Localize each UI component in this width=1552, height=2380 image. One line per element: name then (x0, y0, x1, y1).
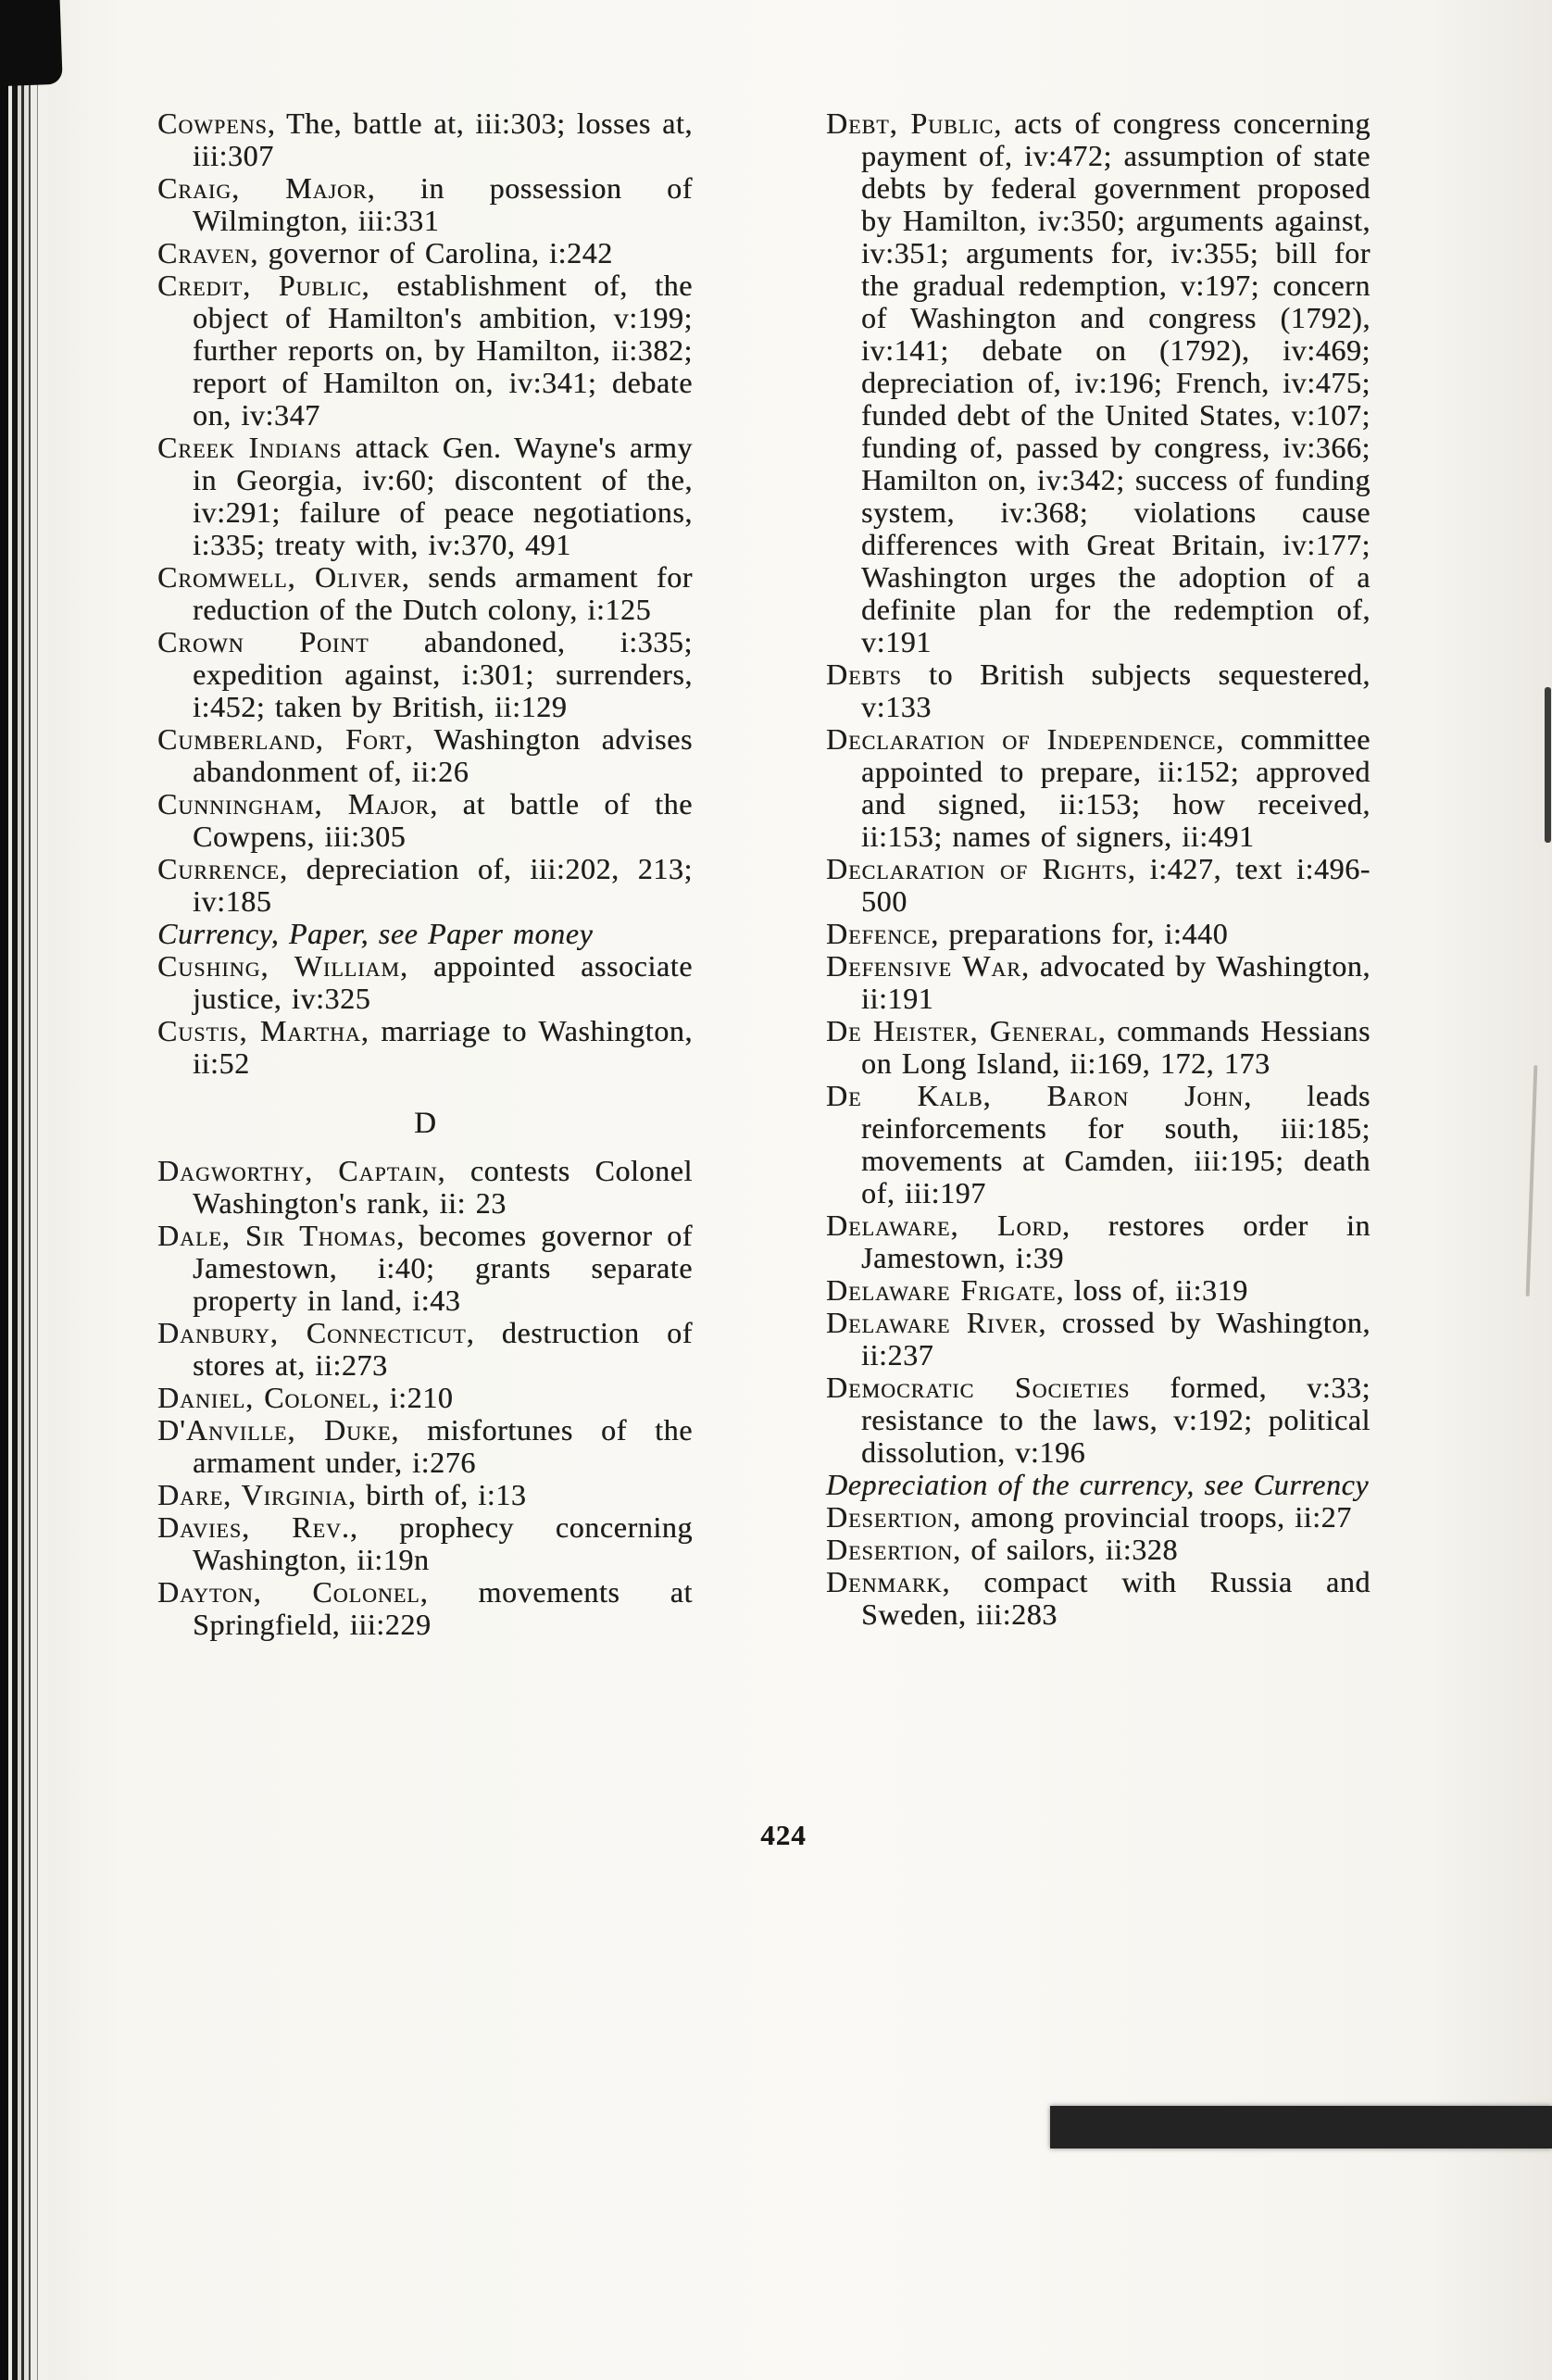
entry-body: , loss of, ii:319 (1056, 1273, 1248, 1307)
index-entry (157, 1015, 693, 1080)
entry-body: , The, battle at, iii:303; losses at, iii:307 (193, 106, 693, 172)
entry-headword: Desertion (826, 1500, 954, 1534)
entry-body: , of sailors, ii:328 (953, 1533, 1178, 1566)
entry-body: abandoned, i:335; expedition against, i:301; surrenders, i:452; taken by British, ii:129 (193, 625, 693, 723)
entry-headword: Dale, Sir Thomas (157, 1219, 397, 1252)
entry-headword: Danbury, Connecticut (157, 1316, 467, 1349)
entry-headword: Delaware Frigate (826, 1273, 1057, 1307)
index-entry (826, 1566, 1371, 1631)
entry-body: , destruction of stores at, ii:273 (193, 1316, 693, 1382)
index-entry (826, 1015, 1371, 1080)
entry-body: , movements at Springfield, iii:229 (193, 1575, 693, 1641)
entry-headword: Cowpens (157, 106, 268, 140)
index-entry (826, 1307, 1371, 1372)
index-entry (826, 1080, 1371, 1209)
entry-headword: D'Anville, Duke (157, 1413, 392, 1447)
entry-body: , establishment of, the object of Hamilton's ambition, v:199; further reports on, by Hamilton, ii:382; report of Hamilton on, iv:341; debate on, iv:347 (193, 269, 693, 432)
entry-headword: Dare, Virginia (157, 1478, 348, 1511)
index-column-right (826, 107, 1371, 1631)
index-entry (157, 950, 693, 1015)
entry-body: , becomes governor of Jamestown, i:40; grants separate property in land, i:43 (193, 1219, 693, 1317)
entry-body: , misfortunes of the armament under, i:276 (193, 1413, 694, 1479)
entry-body: , prophecy concerning Washington, ii:19n (193, 1510, 693, 1576)
entry-headword: Cumberland, Fort (157, 722, 406, 756)
entry-headword: Dayton, Colonel (157, 1575, 420, 1609)
index-entry (826, 1534, 1371, 1566)
entry-body: , depreciation of, iii:202, 213; iv:185 (193, 852, 693, 918)
index-entry (157, 107, 693, 172)
index-entry (826, 723, 1371, 853)
entry-headword: Dagworthy, Captain (157, 1154, 438, 1187)
entry-body: , crossed by Washington, ii:237 (861, 1306, 1371, 1372)
index-entry (157, 269, 693, 432)
entry-headword: Debt, Public (826, 106, 995, 140)
entry-headword: Craig, Major (157, 171, 368, 205)
entry-headword: Defensive War (826, 949, 1021, 983)
entry-body: , appointed associate justice, iv:325 (193, 949, 694, 1015)
entry-body: , sends armament for reduction of the Dutch colony, i:125 (193, 560, 694, 626)
scan-artifact-bottom-right (1050, 2106, 1552, 2148)
index-entry (157, 432, 693, 561)
entry-headword: Denmark (826, 1565, 943, 1598)
entry-body: attack Gen. Wayne's army in Georgia, iv:60; discontent of the, iv:291; failure of peace negotiations, i:335; treaty with, iv:370, 491 (193, 431, 693, 561)
entry-body: to British subjects sequestered, v:133 (861, 658, 1371, 723)
entry-body: , preparations for, i:440 (931, 917, 1229, 950)
index-entry (157, 1317, 693, 1382)
entry-headword: Currence (157, 852, 281, 885)
scan-artifact-right-edge (1545, 687, 1551, 843)
entry-body: , i:210 (371, 1381, 454, 1414)
index-column-left (157, 107, 693, 1641)
entry-body: , contests Colonel Washington's rank, ii: 23 (193, 1154, 693, 1220)
index-entry (826, 853, 1371, 918)
index-entry (157, 1414, 693, 1479)
entry-headword: Craven (157, 236, 251, 269)
entry-headword: Credit, Public (157, 269, 362, 302)
entry-headword: Crown Point (157, 625, 369, 658)
index-entry (826, 918, 1371, 950)
book-binding-edge (0, 0, 48, 2380)
index-entry-crossref: Depreciation of the currency, see Currency (826, 1468, 1370, 1501)
entry-body: , compact with Russia and Sweden, iii:283 (861, 1565, 1371, 1631)
index-entry (826, 658, 1371, 723)
entry-body: , restores order in Jamestown, i:39 (861, 1209, 1371, 1274)
entry-body: , i:427, text i:496-500 (861, 852, 1371, 918)
entry-body: , committee appointed to prepare, ii:152; approved and signed, ii:153; how received, ii:153; names of signers, ii:491 (861, 722, 1371, 853)
entry-body: , acts of congress concerning payment of, iv:472; assumption of state debts by federal government proposed by Hamilton, iv:350; arguments against, iv:351; arguments for, iv:355; bill for the gradual redemption, v:197; concern of Washington and congress (1792), iv:141; debate on (1792), iv:469; depreciation of, iv:196; French, iv:475; funded debt of the United States, v:107; funding of, passed by congress, iv:366; Hamilton on, iv:342; success of funding system, iv:368; violations cause differences with Great Britain, iv:177; Washington urges the adoption of a definite plan for the redemption of, v:191 (861, 106, 1371, 658)
entry-headword: De Heister, General (826, 1014, 1098, 1047)
entry-headword: Davies, Rev. (157, 1510, 350, 1544)
entry-headword: Democratic Societies (826, 1371, 1131, 1404)
entry-body: , leads reinforcements for south, iii:185; movements at Camden, iii:195; death of, iii:197 (861, 1079, 1371, 1209)
index-entry (157, 626, 693, 723)
index-entry-crossref: Currency, Paper, see Paper money (157, 917, 594, 950)
entry-headword: Declaration of Independence (826, 722, 1217, 756)
scan-artifact-top-left (0, 0, 63, 86)
index-entry (826, 1209, 1371, 1274)
index-entry (826, 1274, 1371, 1307)
entry-headword: Cunningham, Major (157, 787, 431, 820)
index-entry (157, 1479, 693, 1511)
index-entry (157, 237, 693, 269)
entry-body: formed, v:33; resistance to the laws, v:192; political dissolution, v:196 (861, 1371, 1371, 1469)
entry-headword: Daniel, Colonel (157, 1381, 372, 1414)
index-entry (157, 1511, 693, 1576)
entry-headword: Debts (826, 658, 902, 691)
index-entry (157, 561, 693, 626)
index-entry (157, 1382, 693, 1414)
entry-headword: Delaware River (826, 1306, 1039, 1339)
entry-body: , advocated by Washington, ii:191 (861, 949, 1371, 1015)
index-entry (157, 723, 693, 788)
index-entry (157, 1220, 693, 1317)
index-entry (157, 853, 693, 918)
index-entry (826, 1501, 1371, 1534)
entry-headword: Declaration of Rights (826, 852, 1128, 885)
index-entry (157, 1576, 693, 1641)
entry-body: , commands Hessians on Long Island, ii:169, 172, 173 (861, 1014, 1371, 1080)
index-entry (826, 1372, 1371, 1469)
entry-body: , marriage to Washington, ii:52 (193, 1014, 694, 1080)
entry-headword: Creek Indians (157, 431, 343, 464)
entry-body: , birth of, i:13 (347, 1478, 527, 1511)
entry-headword: Custis, Martha (157, 1014, 361, 1047)
pencil-mark-right-margin (1526, 1065, 1538, 1296)
entry-body: , Washington advises abandonment of, ii:26 (193, 722, 694, 788)
entry-headword: De Kalb, Baron John (826, 1079, 1245, 1112)
entry-headword: Cushing, William (157, 949, 400, 983)
entry-body: , at battle of the Cowpens, iii:305 (193, 787, 693, 853)
entry-body: , in possession of Wilmington, iii:331 (193, 171, 693, 237)
index-entry (157, 788, 693, 853)
index-entry (157, 1155, 693, 1220)
index-entry (826, 950, 1371, 1015)
entry-headword: Defence (826, 917, 932, 950)
entry-body: , among provincial troops, ii:27 (953, 1500, 1352, 1534)
entry-headword: Desertion (826, 1533, 954, 1566)
index-entry (157, 172, 693, 237)
entry-body: , governor of Carolina, i:242 (250, 236, 613, 269)
section-header: D (414, 1107, 436, 1140)
entry-headword: Cromwell, Oliver (157, 560, 402, 594)
index-entry (826, 107, 1371, 658)
entry-headword: Delaware, Lord (826, 1209, 1062, 1242)
page-number: 424 (760, 1819, 807, 1851)
